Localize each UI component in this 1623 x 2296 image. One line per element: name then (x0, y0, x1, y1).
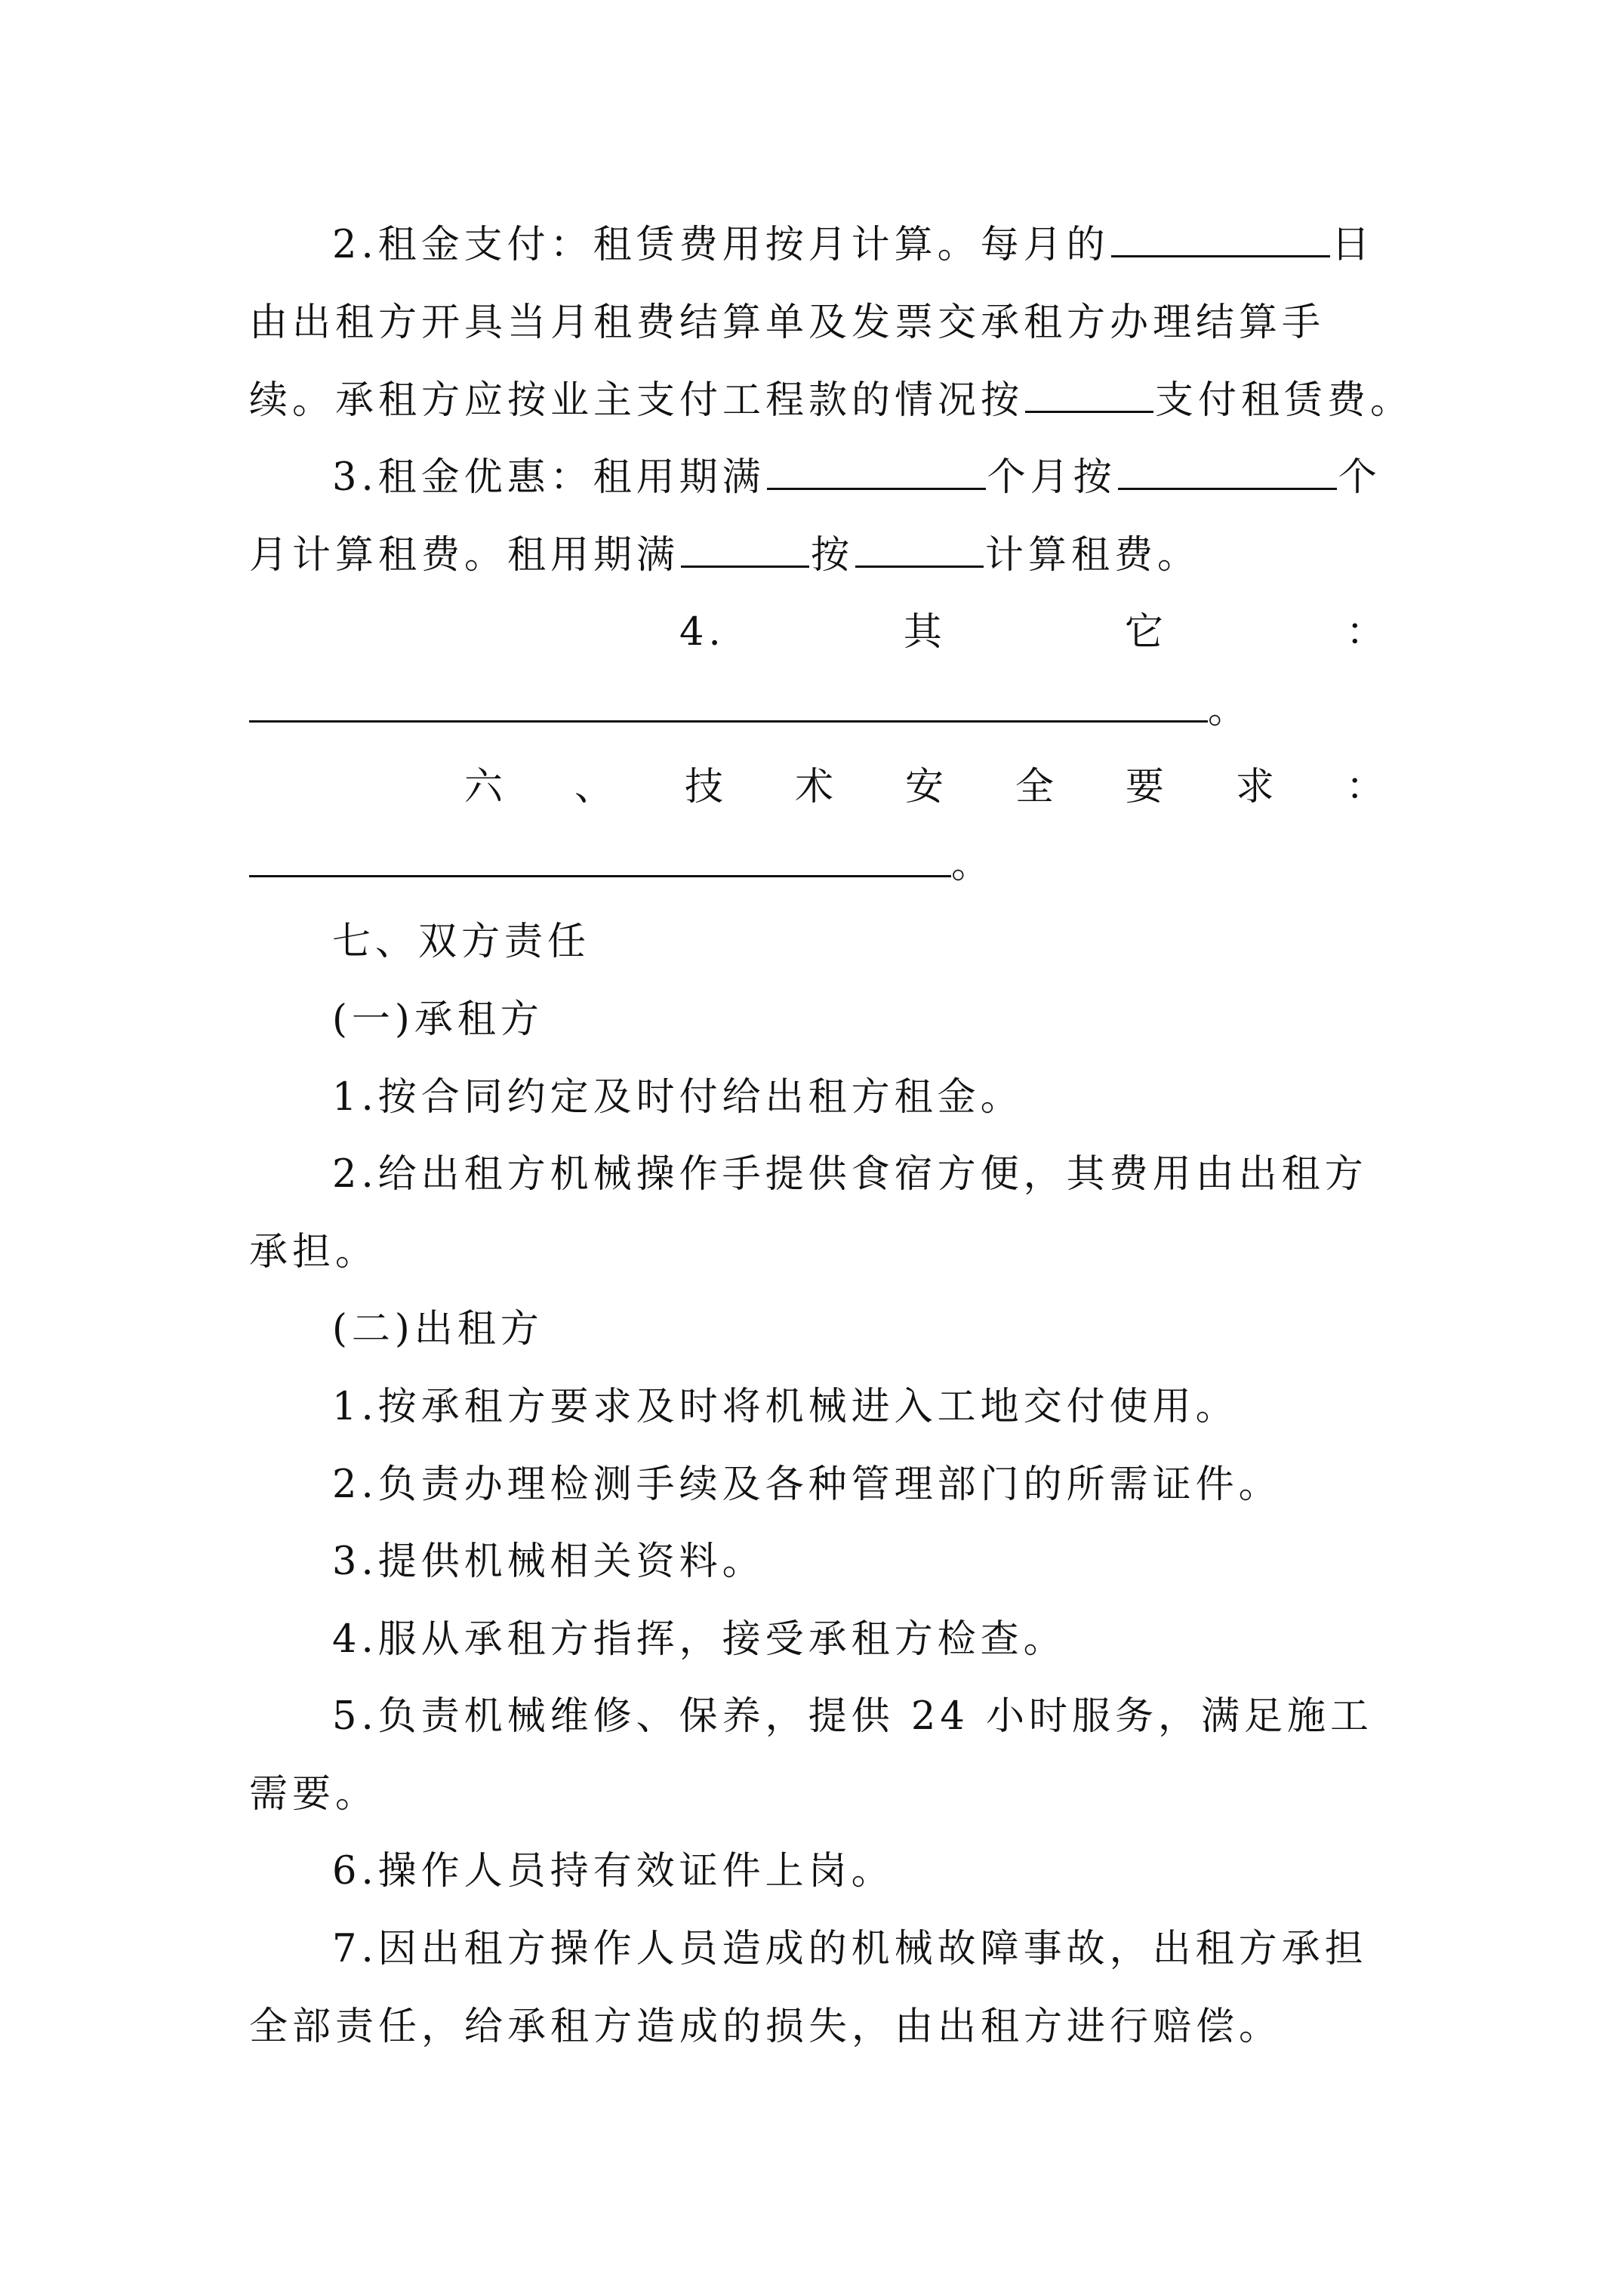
text: 它 (1124, 610, 1168, 655)
text: 7.因出租方操作人员造成的机械故障事故，出租方承担 (332, 1927, 1368, 1971)
subsection-lessee-heading (332, 994, 1389, 1046)
lessor-item-7-cont (249, 2001, 1389, 2054)
text: 1.按合同约定及时付给出租方租金。 (332, 1075, 1024, 1120)
text: 六 (464, 765, 508, 809)
fill-blank-safety[interactable] (249, 839, 951, 877)
text: 3.租金优惠：租用期满 (332, 455, 765, 500)
text: 支付租赁费。 (1155, 378, 1414, 423)
lessee-item-1 (332, 1071, 1389, 1124)
text: ： (1345, 765, 1389, 809)
text: 、 (574, 765, 617, 809)
section-six-blank-line (249, 839, 1389, 892)
text: 3.提供机械相关资料。 (332, 1539, 765, 1584)
text: 其 (903, 610, 947, 655)
fill-blank-months-charged[interactable] (1118, 455, 1337, 490)
text: 按 (811, 533, 855, 578)
text: 安 (904, 765, 948, 809)
clause-rent-payment-line1 (332, 219, 1389, 272)
text: 个月按 (987, 455, 1116, 500)
text: 个 (1338, 455, 1381, 500)
text: 需要。 (249, 1772, 379, 1817)
text: (二)出租方 (332, 1307, 544, 1351)
fill-blank-rate[interactable] (855, 532, 984, 568)
lessor-item-5 (332, 1690, 1389, 1743)
text: 要 (1125, 765, 1169, 809)
clause-other-blank-line (249, 684, 1389, 737)
subsection-lessor-heading (332, 1303, 1389, 1356)
clause-rent-discount-line1 (332, 451, 1389, 504)
text: 5.负责机械维修、保养，提供 24 小时服务，满足施工 (332, 1694, 1373, 1739)
lessor-item-1 (332, 1381, 1389, 1434)
fill-blank-payment-ratio[interactable] (1025, 378, 1153, 413)
section-seven-heading (332, 916, 1389, 969)
text: 1.按承租方要求及时将机械进入工地交付使用。 (332, 1385, 1239, 1429)
text: 2.租金支付：租赁费用按月计算。每月的 (332, 223, 1110, 267)
text: 技 (684, 765, 728, 809)
lessor-item-2 (332, 1459, 1389, 1512)
text: (一)承租方 (332, 997, 544, 1042)
text: 续。承租方应按业主支付工程款的情况按 (249, 378, 1024, 423)
text: 七、双方责任 (332, 920, 591, 964)
lessor-item-7 (332, 1923, 1389, 1976)
text: 求 (1235, 765, 1279, 809)
text: 术 (794, 765, 838, 809)
clause-rent-payment-line2 (249, 297, 1389, 350)
text: 全 (1015, 765, 1058, 809)
text: 2.负责办理检测手续及各种管理部门的所需证件。 (332, 1462, 1282, 1507)
fill-blank-day[interactable] (1111, 222, 1330, 257)
clause-other-heading (679, 606, 1389, 659)
text: 。 (951, 843, 995, 887)
section-six-heading (464, 761, 1389, 814)
text: 全部责任，给承租方造成的损失，由出租方进行赔偿。 (249, 2005, 1283, 2049)
lessee-item-2 (332, 1148, 1389, 1201)
text: 日 (1331, 223, 1375, 267)
text: 由出租方开具当月租费结算单及发票交承租方办理结算手 (249, 300, 1326, 345)
text: 2.给出租方机械操作手提供食宿方便，其费用由出租方 (332, 1152, 1368, 1197)
lessor-item-4 (332, 1613, 1389, 1666)
text: 计算租费。 (985, 533, 1201, 578)
clause-rent-discount-line2 (249, 529, 1389, 582)
lessee-item-2-cont (249, 1226, 1389, 1279)
text: 4. (679, 610, 725, 655)
fill-blank-other[interactable] (249, 684, 1208, 723)
lessor-item-6 (332, 1845, 1389, 1898)
text: 月计算租费。租用期满 (249, 533, 680, 578)
lessor-item-5-cont (249, 1768, 1389, 1821)
text: ： (1345, 610, 1389, 655)
text: 。 (1208, 688, 1252, 732)
lessor-item-3 (332, 1536, 1389, 1589)
fill-blank-term[interactable] (681, 532, 809, 568)
fill-blank-months[interactable] (767, 455, 986, 490)
text: 6.操作人员持有效证件上岗。 (332, 1849, 895, 1894)
text: 承担。 (249, 1230, 379, 1274)
clause-rent-payment-line3 (249, 374, 1414, 427)
text: 4.服从承租方指挥，接受承租方检查。 (332, 1617, 1067, 1662)
